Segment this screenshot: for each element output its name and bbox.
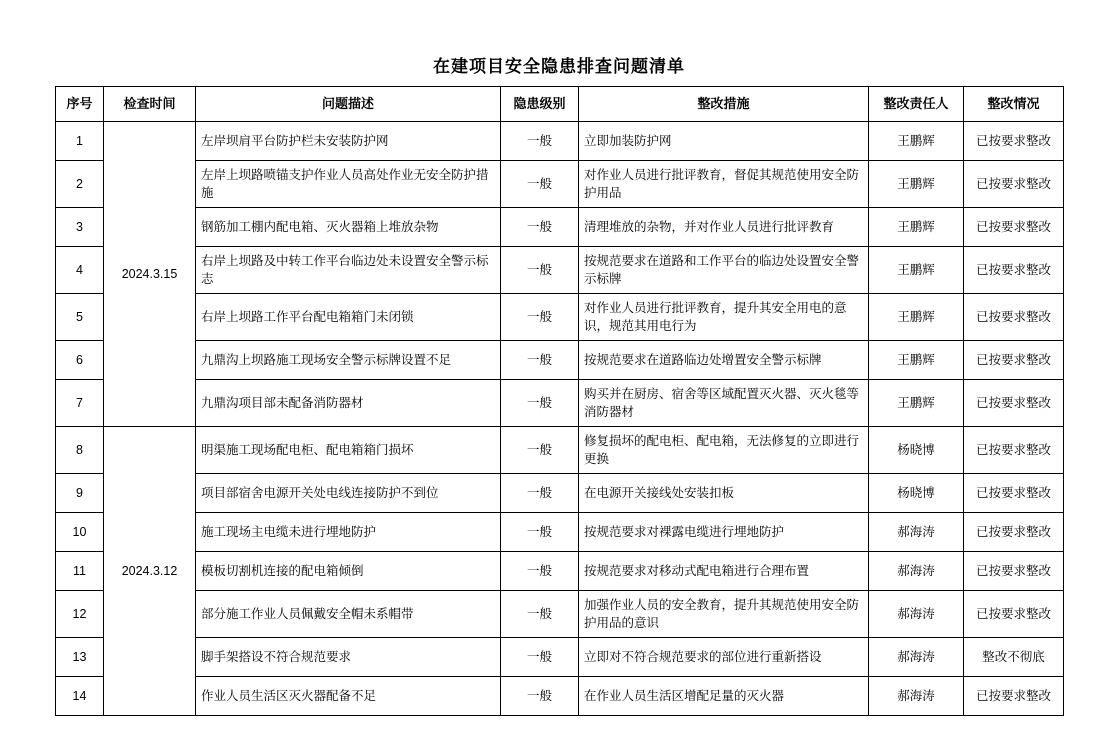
cell-person: 郝海涛 bbox=[869, 638, 964, 677]
cell-level: 一般 bbox=[501, 247, 579, 294]
cell-description: 明渠施工现场配电柜、配电箱箱门损坏 bbox=[196, 427, 501, 474]
table-row bbox=[56, 677, 1064, 716]
cell-status: 整改不彻底 bbox=[964, 638, 1064, 677]
table-row bbox=[56, 552, 1064, 591]
column-header-description: 问题描述 bbox=[196, 87, 501, 122]
cell-seq: 1 bbox=[56, 122, 104, 161]
table-row bbox=[56, 474, 1064, 513]
cell-seq: 8 bbox=[56, 427, 104, 474]
page-title: 在建项目安全隐患排查问题清单 bbox=[433, 57, 685, 76]
table-header-row bbox=[56, 87, 1064, 122]
cell-status: 已按要求整改 bbox=[964, 122, 1064, 161]
cell-person: 郝海涛 bbox=[869, 552, 964, 591]
cell-seq: 3 bbox=[56, 208, 104, 247]
cell-seq: 4 bbox=[56, 247, 104, 294]
cell-level: 一般 bbox=[501, 552, 579, 591]
cell-description: 模板切割机连接的配电箱倾倒 bbox=[196, 552, 501, 591]
cell-description: 项目部宿舍电源开关处电线连接防护不到位 bbox=[196, 474, 501, 513]
column-header-level: 隐患级别 bbox=[501, 87, 579, 122]
cell-level: 一般 bbox=[501, 513, 579, 552]
cell-person: 王鹏辉 bbox=[869, 294, 964, 341]
cell-level: 一般 bbox=[501, 591, 579, 638]
cell-status: 已按要求整改 bbox=[964, 380, 1064, 427]
cell-level: 一般 bbox=[501, 161, 579, 208]
column-header-status: 整改情况 bbox=[964, 87, 1064, 122]
cell-status: 已按要求整改 bbox=[964, 247, 1064, 294]
cell-measure: 购买并在厨房、宿舍等区域配置灭火器、灭火毯等消防器材 bbox=[579, 380, 869, 427]
cell-measure: 按规范要求在道路和工作平台的临边处设置安全警示标牌 bbox=[579, 247, 869, 294]
cell-description: 九鼎沟项目部未配备消防器材 bbox=[196, 380, 501, 427]
cell-seq: 9 bbox=[56, 474, 104, 513]
cell-person: 郝海涛 bbox=[869, 513, 964, 552]
cell-description: 右岸上坝路工作平台配电箱箱门未闭锁 bbox=[196, 294, 501, 341]
table-row bbox=[56, 380, 1064, 427]
cell-person: 王鹏辉 bbox=[869, 247, 964, 294]
cell-status: 已按要求整改 bbox=[964, 294, 1064, 341]
column-header-measure: 整改措施 bbox=[579, 87, 869, 122]
cell-status: 已按要求整改 bbox=[964, 677, 1064, 716]
cell-level: 一般 bbox=[501, 638, 579, 677]
table-row bbox=[56, 638, 1064, 677]
cell-person: 王鹏辉 bbox=[869, 122, 964, 161]
cell-status: 已按要求整改 bbox=[964, 427, 1064, 474]
table-row bbox=[56, 294, 1064, 341]
cell-level: 一般 bbox=[501, 294, 579, 341]
cell-level: 一般 bbox=[501, 380, 579, 427]
cell-measure: 对作业人员进行批评教育，提升其安全用电的意识，规范其用电行为 bbox=[579, 294, 869, 341]
cell-measure: 按规范要求对移动式配电箱进行合理布置 bbox=[579, 552, 869, 591]
cell-measure: 清理堆放的杂物，并对作业人员进行批评教育 bbox=[579, 208, 869, 247]
cell-measure: 在电源开关接线处安装扣板 bbox=[579, 474, 869, 513]
cell-date-group: 2024.3.12 bbox=[104, 427, 196, 716]
cell-measure: 在作业人员生活区增配足量的灭火器 bbox=[579, 677, 869, 716]
cell-person: 郝海涛 bbox=[869, 677, 964, 716]
cell-measure: 按规范要求对裸露电缆进行埋地防护 bbox=[579, 513, 869, 552]
cell-description: 九鼎沟上坝路施工现场安全警示标牌设置不足 bbox=[196, 341, 501, 380]
column-header-date: 检查时间 bbox=[104, 87, 196, 122]
checklist-table-wrapper bbox=[55, 86, 1063, 716]
cell-measure: 立即加装防护网 bbox=[579, 122, 869, 161]
cell-seq: 14 bbox=[56, 677, 104, 716]
cell-measure: 加强作业人员的安全教育，提升其规范使用安全防护用品的意识 bbox=[579, 591, 869, 638]
cell-status: 已按要求整改 bbox=[964, 474, 1064, 513]
table-row bbox=[56, 591, 1064, 638]
table-row bbox=[56, 341, 1064, 380]
cell-description: 脚手架搭设不符合规范要求 bbox=[196, 638, 501, 677]
cell-description: 部分施工作业人员佩戴安全帽未系帽带 bbox=[196, 591, 501, 638]
cell-description: 钢筋加工棚内配电箱、灭火器箱上堆放杂物 bbox=[196, 208, 501, 247]
cell-measure: 立即对不符合规范要求的部位进行重新搭设 bbox=[579, 638, 869, 677]
cell-seq: 2 bbox=[56, 161, 104, 208]
cell-description: 左岸坝肩平台防护栏未安装防护网 bbox=[196, 122, 501, 161]
cell-person: 郝海涛 bbox=[869, 591, 964, 638]
safety-hazard-checklist-table bbox=[55, 86, 1064, 716]
cell-status: 已按要求整改 bbox=[964, 208, 1064, 247]
cell-level: 一般 bbox=[501, 474, 579, 513]
cell-status: 已按要求整改 bbox=[964, 161, 1064, 208]
cell-measure: 按规范要求在道路临边处增置安全警示标牌 bbox=[579, 341, 869, 380]
cell-description: 左岸上坝路喷锚支护作业人员高处作业无安全防护措施 bbox=[196, 161, 501, 208]
cell-person: 杨晓博 bbox=[869, 474, 964, 513]
cell-person: 王鹏辉 bbox=[869, 161, 964, 208]
cell-person: 王鹏辉 bbox=[869, 341, 964, 380]
cell-measure: 对作业人员进行批评教育，督促其规范使用安全防护用品 bbox=[579, 161, 869, 208]
column-header-person: 整改责任人 bbox=[869, 87, 964, 122]
cell-seq: 12 bbox=[56, 591, 104, 638]
cell-measure: 修复损坏的配电柜、配电箱，无法修复的立即进行更换 bbox=[579, 427, 869, 474]
cell-seq: 6 bbox=[56, 341, 104, 380]
cell-level: 一般 bbox=[501, 677, 579, 716]
cell-description: 作业人员生活区灭火器配备不足 bbox=[196, 677, 501, 716]
cell-description: 右岸上坝路及中转工作平台临边处未设置安全警示标志 bbox=[196, 247, 501, 294]
cell-status: 已按要求整改 bbox=[964, 513, 1064, 552]
cell-person: 杨晓博 bbox=[869, 427, 964, 474]
table-row bbox=[56, 427, 1064, 474]
cell-status: 已按要求整改 bbox=[964, 591, 1064, 638]
cell-date-group: 2024.3.15 bbox=[104, 122, 196, 427]
cell-person: 王鹏辉 bbox=[869, 380, 964, 427]
table-row bbox=[56, 122, 1064, 161]
column-header-seq: 序号 bbox=[56, 87, 104, 122]
cell-level: 一般 bbox=[501, 341, 579, 380]
cell-seq: 7 bbox=[56, 380, 104, 427]
cell-level: 一般 bbox=[501, 122, 579, 161]
cell-seq: 10 bbox=[56, 513, 104, 552]
table-row bbox=[56, 208, 1064, 247]
cell-level: 一般 bbox=[501, 208, 579, 247]
cell-level: 一般 bbox=[501, 427, 579, 474]
cell-status: 已按要求整改 bbox=[964, 552, 1064, 591]
cell-status: 已按要求整改 bbox=[964, 341, 1064, 380]
cell-description: 施工现场主电缆未进行埋地防护 bbox=[196, 513, 501, 552]
cell-seq: 5 bbox=[56, 294, 104, 341]
table-row bbox=[56, 161, 1064, 208]
cell-seq: 11 bbox=[56, 552, 104, 591]
cell-person: 王鹏辉 bbox=[869, 208, 964, 247]
table-row bbox=[56, 513, 1064, 552]
table-row bbox=[56, 247, 1064, 294]
cell-seq: 13 bbox=[56, 638, 104, 677]
